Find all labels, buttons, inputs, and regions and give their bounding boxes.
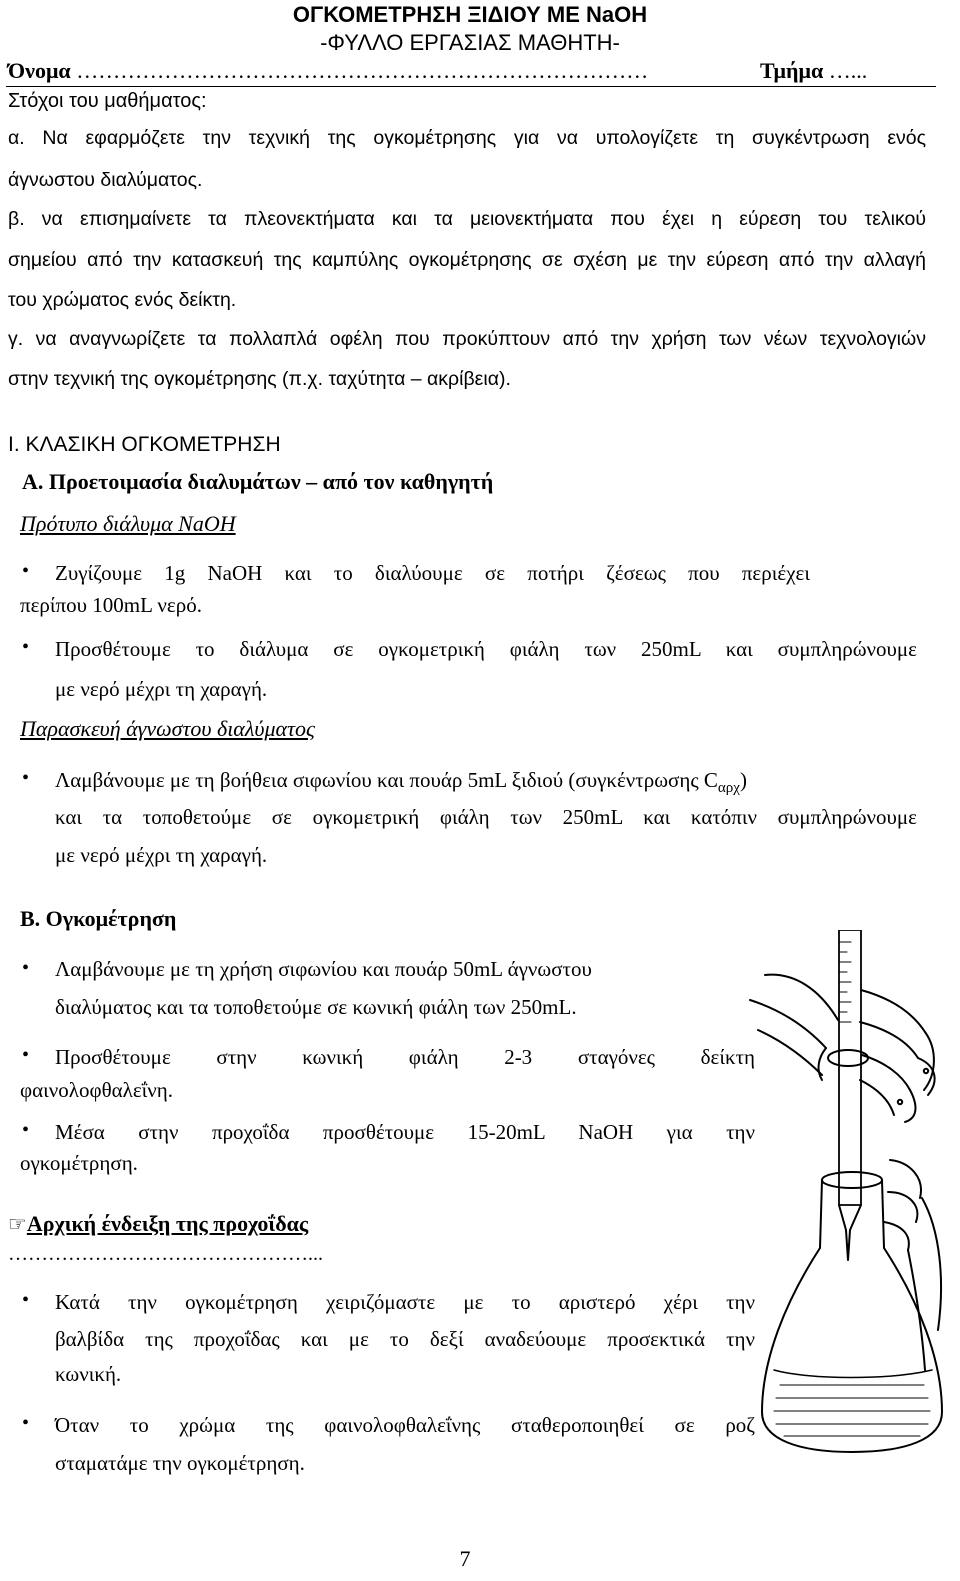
objective-a-line2: άγνωστου διαλύματος. [8,169,203,191]
std-step2-line1: Προσθέτουμε το διάλυμα σε ογκομετρική φιάλη των 250mL και συμπληρώνουμε [55,637,917,661]
name-dots: …………………………………………………………………… [76,58,649,83]
initial-reading-heading: Αρχική ένδειξη της προχοΐδας [26,1211,309,1236]
std-step1-line1: Ζυγίζουμε 1g NaOH και το διαλύουμε σε ποτήρι ζέσεως που περιέχει [55,561,810,585]
class-dots: …... [828,58,868,83]
bullet-icon: • [22,1412,30,1434]
page-title: ΟΓΚΟΜΕΤΡΗΣΗ ΞΙΔΙΟΥ ΜΕ NaOH [292,2,648,27]
unknown-solution-heading: Παρασκευή άγνωστου διαλύματος [20,716,315,741]
tit-step3-line2: ογκομέτρηση. [20,1151,138,1175]
unk-step1-line1 [55,768,925,797]
bullet-icon: • [22,957,30,979]
objective-c-line1: γ. να αναγνωρίζετε τα πολλαπλά οφέλη που προκύπτουν από την χρήση των νέων τεχνολογιών [8,328,926,350]
unk-step1-close: ) [739,768,747,792]
initial-reading-dots: ………………………………………... [8,1243,323,1265]
part-a-heading: Α. Προετοιμασία διαλυμάτων – από τον καθηγητή [22,469,494,494]
objectives-heading: Στόχοι του μαθήματος: [8,90,207,112]
std-step2-line2: με νερό μέχρι τη χαραγή. [55,677,268,701]
tit-step1-line2: διαλύματος και τα τοποθετούμε σε κωνική φιάλη των 250mL. [55,995,577,1019]
tit-step5-line1: Όταν το χρώμα της φαινολοφθαλεΐνης σταθεροποιηθεί σε ροζ [55,1413,755,1437]
pointing-hand-icon: ☞ [8,1212,27,1236]
titration-illustration [740,930,955,1490]
unk-step1-line3: με νερό μέχρι τη χαραγή. [55,843,268,867]
objective-c-line2: στην τεχνική της ογκομέτρησης (π.χ. ταχύτητα – ακρίβεια). [8,368,511,390]
unk-step1-line2: και τα τοποθετούμε σε ογκομετρική φιάλη των 250mL και κατόπιν συμπληρώνουμε [55,805,917,829]
standard-solution-heading: Πρότυπο διάλυμα NaOH [20,511,236,536]
tit-step4-line1: Κατά την ογκομέτρηση χειριζόμαστε με το αριστερό χέρι την [55,1290,755,1314]
tit-step5-line2: σταματάμε την ογκομέτρηση. [55,1451,305,1475]
bullet-icon: • [22,636,30,658]
class-label: Τμήμα [760,58,824,83]
bullet-icon: • [22,560,30,582]
tit-step2-line1: Προσθέτουμε στην κωνική φιάλη 2-3 σταγόνες δείκτη [55,1045,755,1069]
objective-b-line2: σημείου από την κατασκευή της καμπύλης ογκομέτρησης σε σχέση με την εύρεση από την αλλαγή [8,249,926,271]
page-subtitle: -ΦΥΛΛΟ ΕΡΓΑΣΙΑΣ ΜΑΘΗΤΗ- [320,30,620,55]
tit-step3-line1: Μέσα στην προχοΐδα προσθέτουμε 15-20mL NaOH για την [55,1120,755,1144]
bullet-icon: • [22,1289,30,1311]
objective-a-line1: α. Να εφαρμόζετε την τεχνική της ογκομέτρησης για να υπολογίζετε τη συγκέντρωση ενός [8,127,926,149]
initial-reading-row [8,1211,308,1237]
bullet-icon: • [22,1044,30,1066]
objective-b-line1: β. να επισημαίνετε τα πλεονεκτήματα και τα μειονεκτήματα που έχει η εύρεση του τελικού [8,208,926,230]
objective-b-line3: του χρώματος ενός δείκτη. [8,289,237,311]
name-label: Όνομα [8,58,71,83]
unk-step1-text: Λαμβάνουμε με τη βοήθεια σιφωνίου και πουάρ 5mL ξιδιού (συγκέντρωσης C [55,768,718,792]
header-rule [6,86,936,87]
tit-step2-line2: φαινολοφθαλεΐνη. [20,1078,174,1102]
std-step1-line2: περίπου 100mL νερό. [20,593,202,617]
section-heading: Ι. ΚΛΑΣΙΚΗ ΟΓΚΟΜΕΤΡΗΣΗ [8,433,281,456]
name-class-row [8,58,938,88]
tit-step4-line3: κωνική. [55,1362,122,1386]
bullet-icon: • [22,1119,30,1141]
tit-step4-line2: βαλβίδα της προχοΐδας και με το δεξί αναδεύουμε προσεκτικά την [55,1327,755,1351]
part-b-heading: Β. Ογκομέτρηση [20,906,177,931]
unk-step1-subscript: αρχ [717,780,740,797]
tit-step1-line1: Λαμβάνουμε με τη χρήση σιφωνίου και πουάρ 50mL άγνωστου [55,957,592,981]
bullet-icon: • [22,767,30,789]
page-number: 7 [459,1546,471,1571]
